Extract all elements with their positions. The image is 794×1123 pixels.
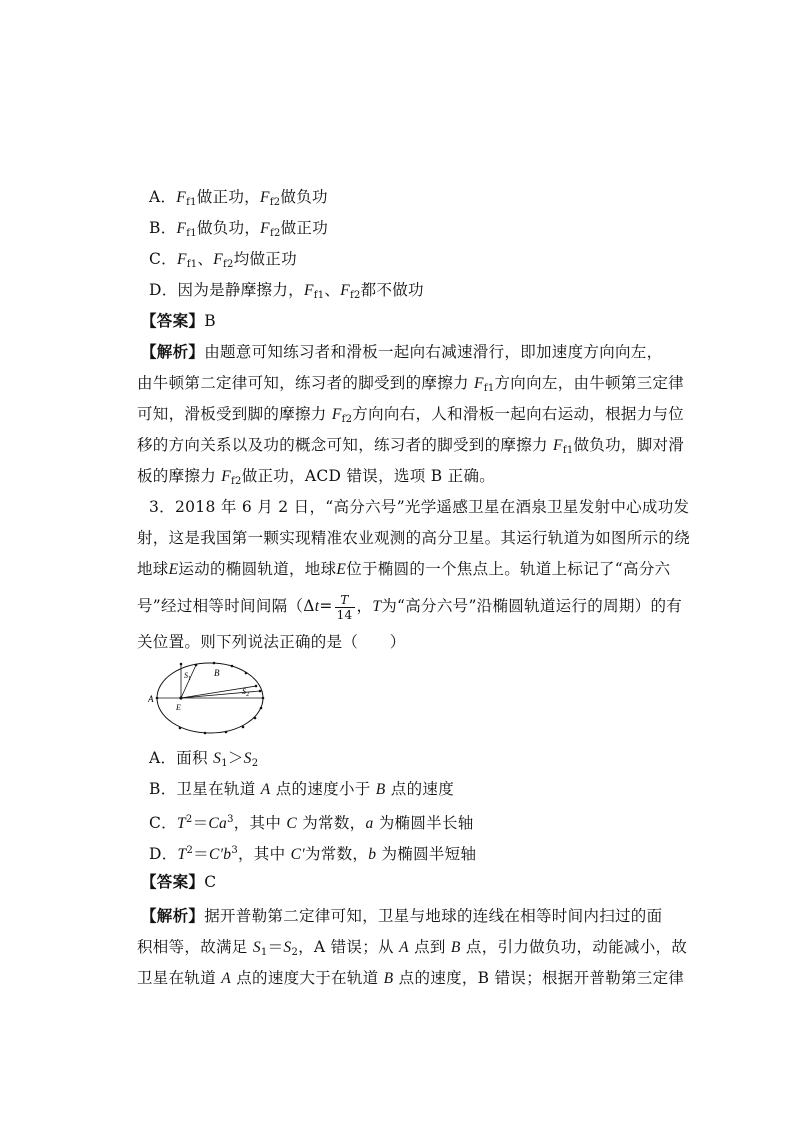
q3-stem-line-4: 号”经过相等时间间隔（Δt= $\frac{T}{14}$ ，T为“高分六号”沿椭圆轨道运行的周期）的有	[137, 592, 683, 622]
option-b: B．$F_{f1}$做负功，$F_{f2}$做正功	[149, 219, 329, 239]
answer-line: 【答案】B	[141, 311, 216, 330]
orbit-point	[225, 731, 228, 734]
q3-option-b: B．卫星在轨道 A 点的速度小于 B 点的速度	[149, 780, 454, 798]
orbit-point	[260, 707, 263, 710]
orbit-point	[231, 665, 234, 668]
q3-stem-line-2: 射，这是我国第一颗实现精准农业观测的高分卫星。其运行轨道为如图所示的绕	[137, 529, 691, 547]
orbit-point	[179, 727, 182, 730]
orbit-point	[254, 717, 257, 720]
q3-analysis-line-2: 积相等，故满足 $S_1=S_2$，A 错误；从 A 点到 B 点，引力做负功，动能减小，故	[137, 938, 688, 958]
label-b: B	[214, 668, 220, 678]
orbit-point	[180, 663, 183, 666]
label-a: A	[148, 694, 154, 704]
analysis-line-5: 板的摩擦力 $F_{f2}$做正功，ACD 错误，选项 B 正确。	[137, 467, 496, 487]
analysis-line-4: 移的方向关系以及功的概念可知，练习者的脚受到的摩擦力 $F_{f1}$做负功，脚对滑	[137, 436, 685, 456]
orbit-point	[204, 732, 207, 735]
label-s2: $S_2$	[242, 687, 249, 698]
q3-option-a: A．面积 $S_1>S_2$	[149, 749, 259, 769]
analysis-line-3: 可知，滑板受到脚的摩擦力 $F_{f2}$方向向右，人和滑板一起向右运动，根据力与位	[137, 405, 685, 425]
orbit-point	[213, 662, 216, 665]
elliptical-orbit-figure	[148, 658, 270, 738]
orbit-point-a	[156, 697, 159, 700]
orbit-point	[259, 690, 262, 693]
orbit-point	[255, 685, 258, 688]
fraction-t-over-14: $\frac{T}{14}$	[336, 592, 353, 622]
orbit-point	[242, 726, 245, 729]
orbit-point	[262, 697, 265, 700]
q3-analysis-line-3: 卫星在轨道 A 点的速度大于在轨道 B 点的速度，B 错误；根据开普勒第三定律	[137, 969, 685, 987]
label-e: E	[176, 703, 181, 712]
q3-option-d: D．$T^2=C'b^3$，其中 C′为常数，b 为椭圆半短轴	[149, 845, 477, 863]
q3-answer-line: 【答案】C	[141, 872, 217, 891]
label-s1: $S_1$	[184, 671, 191, 682]
option-d: D．因为是静摩擦力，$F_{f1}$、$F_{f2}$都不做功	[149, 281, 424, 301]
q3-stem-line-1: 3．2018 年 6 月 2 日，“高分六号”光学遥感卫星在酒泉卫星发射中心成功发	[149, 498, 690, 516]
option-c: C．$F_{f1}$、$F_{f2}$均做正功	[149, 250, 297, 270]
orbit-point	[245, 672, 248, 675]
option-a: A．$F_{f1}$做正功，$F_{f2}$做负功	[149, 188, 328, 208]
q3-stem-line-3: 地球E运动的椭圆轨道，地球E位于椭圆的一个焦点上。轨道上标记了“高分六	[137, 560, 671, 578]
q3-analysis-line-1: 【解析】据开普勒第二定律可知，卫星与地球的连线在相等时间内扫过的面	[141, 906, 663, 925]
earth-focus-point	[179, 696, 182, 699]
analysis-line-2: 由牛顿第二定律可知，练习者的脚受到的摩擦力 $F_{f1}$方向向左，由牛顿第三定律	[137, 374, 685, 394]
orbit-point	[195, 664, 198, 667]
analysis-line-1: 【解析】由题意可知练习者和滑板一起向右减速滑行，即加速度方向向左，	[141, 342, 663, 361]
q3-stem-line-5: 关位置。则下列说法正确的是（ ）	[137, 633, 406, 651]
q3-option-c: C．$T^2=Ca^3$，其中 C 为常数，a 为椭圆半长轴	[149, 814, 474, 832]
